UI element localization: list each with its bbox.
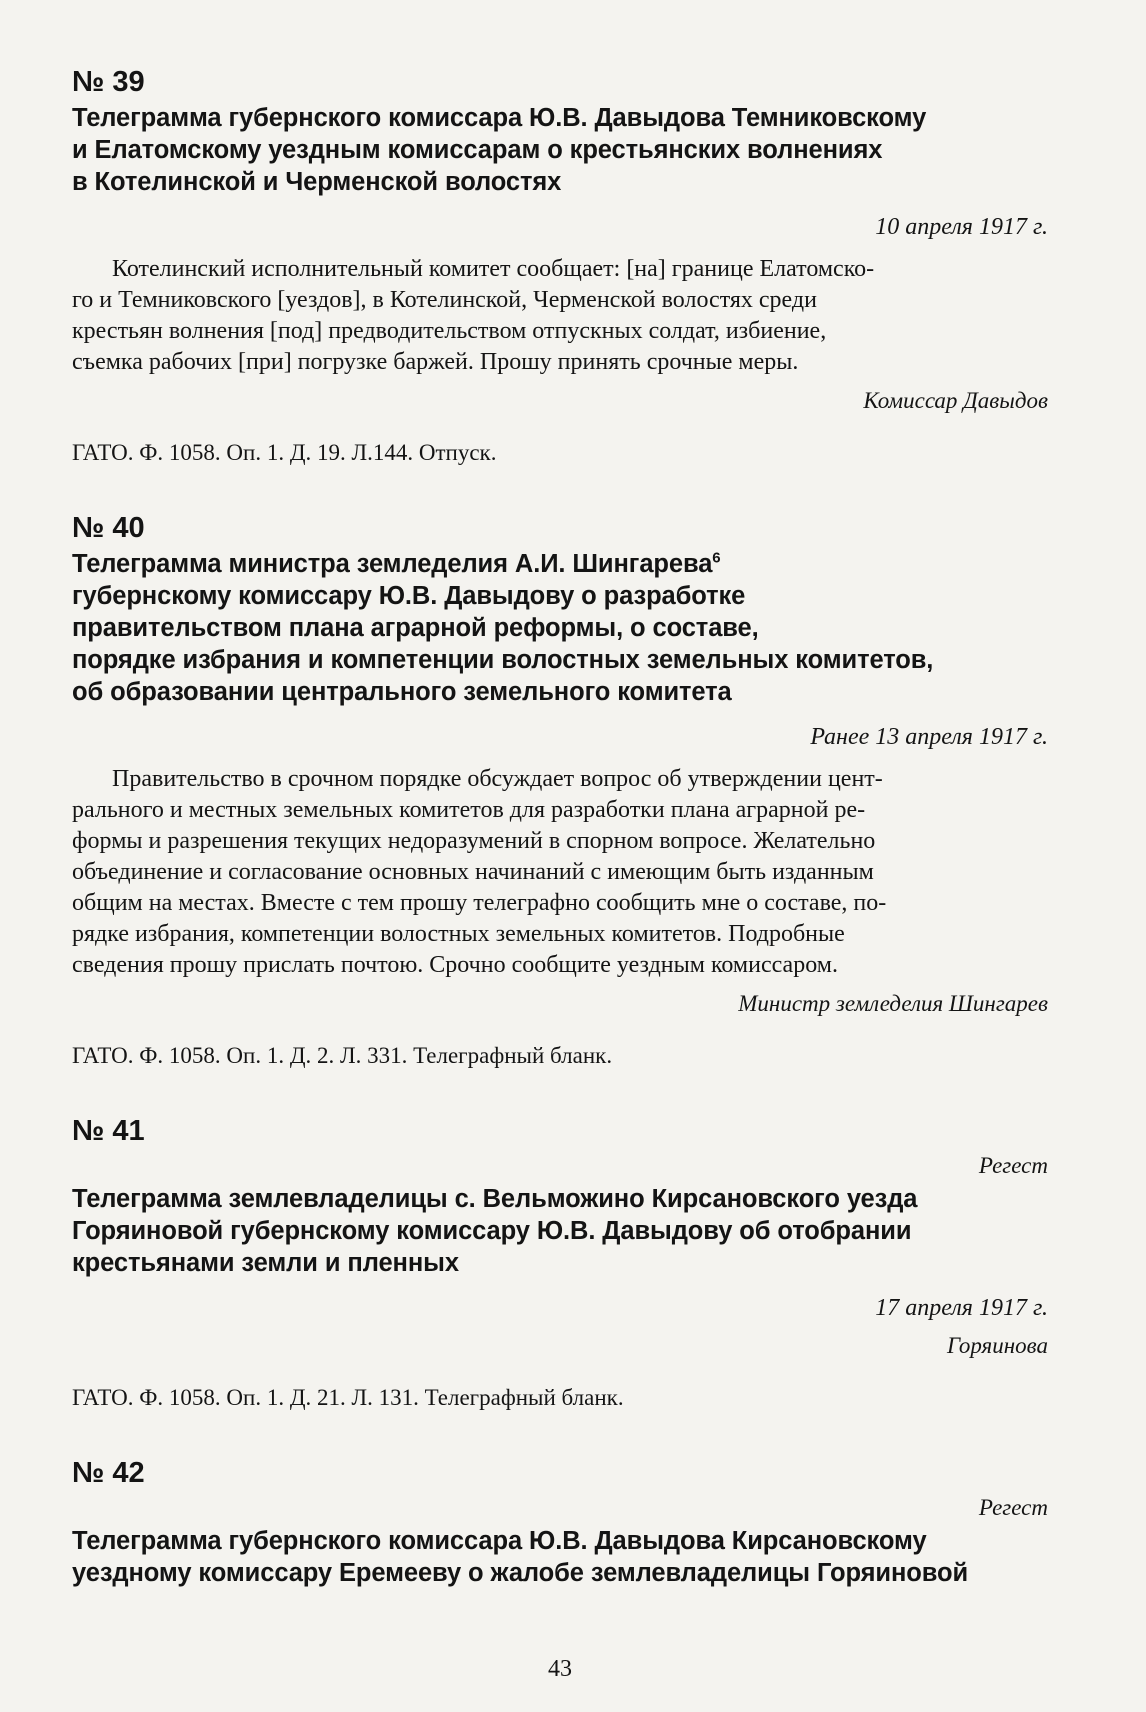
title-line [72,548,1048,580]
title-line: об образовании центрального земельного комитета [72,678,732,706]
document-41 [72,1113,1048,1413]
document-signature: Министр земледелия Шингарев [738,991,1048,1016]
body-line: Котелинский исполнительный комитет сообщает: [на] границе Елатомско- [112,256,875,282]
title-line: и Елатомскому уездным комиссарам о крестьянских волнениях [72,136,883,164]
body-line: объединение и согласование основных начинаний с имеющим быть изданным [72,859,874,885]
page-number: 43 [548,1656,572,1682]
body-line: рядке избрания, компетенции волостных земельных комитетов. Подробные [72,921,845,947]
title-line: уездному комиссару Еремееву о жалобе землевладелицы Горяиновой [72,1559,969,1587]
title-line: Телеграмма губернского комиссара Ю.В. Давыдова Темниковскому [72,104,927,132]
regest-label: Регест [978,1153,1048,1178]
document-body [72,254,1048,378]
document-number: № 41 [72,1115,145,1147]
title-line: в Котелинской и Черменской волостях [72,168,562,196]
document-signature: Комиссар Давыдов [863,388,1048,413]
document-title [72,1183,1048,1279]
document-date: 17 апреля 1917 г. [875,1295,1048,1321]
body-line: крестьян волнения [под] предводительством отпускных солдат, избиение, [72,318,827,344]
document-39 [72,64,1048,468]
page [72,64,1048,1694]
title-line-text: Телеграмма министра земледелия А.И. Шингарева [72,550,713,578]
document-signature: Горяинова [946,1333,1048,1358]
title-line: губернскому комиссару Ю.В. Давыдову о разработке [72,582,746,610]
title-line: правительством плана аграрной реформы, о составе, [72,614,759,642]
body-line: общим на местах. Вместе с тем прошу телеграфно сообщить мне о составе, по- [72,890,887,916]
document-number: № 40 [72,512,145,544]
document-date: Ранее 13 апреля 1917 г. [810,724,1048,750]
regest-label: Регест [978,1495,1048,1520]
archive-reference: ГАТО. Ф. 1058. Оп. 1. Д. 19. Л.144. Отпуск. [72,440,497,465]
title-line: Горяиновой губернскому комиссару Ю.В. Давыдову об отобрании [72,1217,912,1245]
document-40 [72,510,1048,1071]
body-line: го и Темниковского [уездов], в Котелинской, Черменской волостях среди [72,287,817,313]
archive-reference: ГАТО. Ф. 1058. Оп. 1. Д. 21. Л. 131. Телеграфный бланк. [72,1385,624,1410]
document-title [72,102,1048,198]
document-42 [72,1455,1048,1589]
body-line: съемка рабочих [при] погрузке баржей. Прошу принять срочные меры. [72,349,799,375]
body-line: сведения прошу прислать почтою. Срочно сообщите уездным комиссаром. [72,952,838,978]
document-body [72,764,1048,981]
title-line: Телеграмма губернского комиссара Ю.В. Давыдова Кирсановскому [72,1527,927,1555]
document-number: № 39 [72,66,145,98]
document-number: № 42 [72,1457,145,1489]
document-title [72,548,1048,708]
title-line: Телеграмма землевладелицы с. Вельможино Кирсановского уезда [72,1185,918,1213]
document-title [72,1525,1048,1589]
title-line: порядке избрания и компетенции волостных земельных комитетов, [72,646,934,674]
archive-reference: ГАТО. Ф. 1058. Оп. 1. Д. 2. Л. 331. Телеграфный бланк. [72,1043,613,1068]
title-line: крестьянами земли и пленных [72,1249,459,1277]
footnote-mark: 6 [712,549,721,567]
document-date: 10 апреля 1917 г. [875,214,1048,240]
body-line: формы и разрешения текущих недоразумений в спорном вопросе. Желательно [72,828,876,854]
body-line: рального и местных земельных комитетов для разработки плана аграрной ре- [72,797,866,823]
body-line: Правительство в срочном порядке обсуждает вопрос об утверждении цент- [112,766,883,792]
